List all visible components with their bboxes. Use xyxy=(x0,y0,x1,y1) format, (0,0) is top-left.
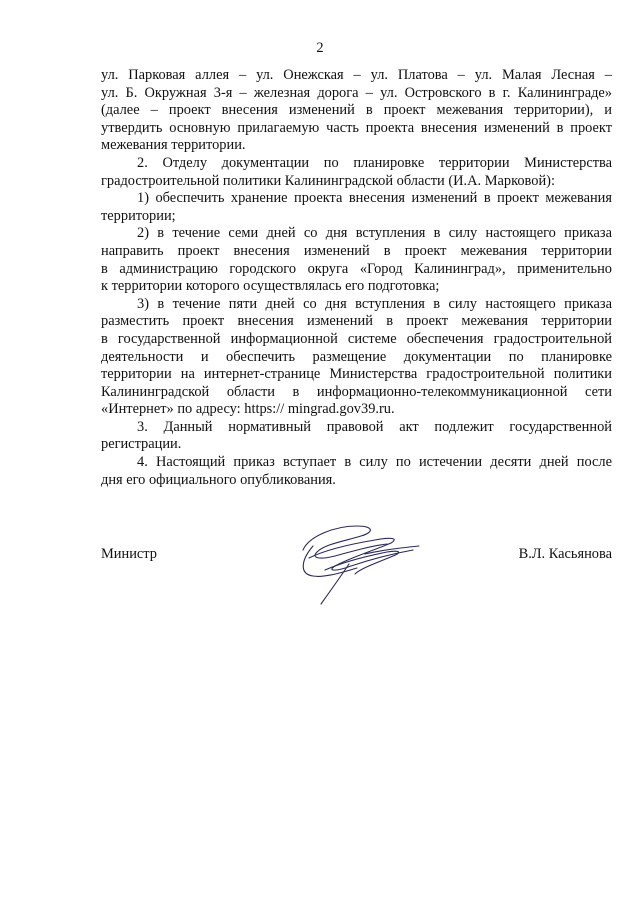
text-line: утвердить основную прилагаемую часть проекта внесения изменений в проект xyxy=(101,119,612,136)
text-line: 2) в течение семи дней со дня вступления в силу настоящего приказа xyxy=(137,225,612,242)
text-line: дня его официального опубликования. xyxy=(101,471,336,488)
text-line: разместить проект внесения изменений в проект межевания территории xyxy=(101,313,612,330)
text-line: 4. Настоящий приказ вступает в силу по истечении десяти дней после xyxy=(137,454,612,471)
signature-block xyxy=(101,546,612,566)
text-line: Калининградской области в информационно-телекоммуникационной сети xyxy=(101,383,612,400)
text-line: территории на интернет-странице Министерства градостроительной политики xyxy=(101,366,612,383)
text-line: 3) в течение пяти дней со дня вступления в силу настоящего приказа xyxy=(137,295,612,312)
text-line: «Интернет» по адресу: https:// mingrad.gov39.ru. xyxy=(101,401,395,418)
signatory-name: В.Л. Касьянова xyxy=(518,546,612,562)
text-line: (далее – проект внесения изменений в проект межевания территории), и xyxy=(101,102,612,119)
text-line: ул. Парковая аллея – ул. Онежская – ул. Платова – ул. Малая Лесная – xyxy=(101,67,612,83)
text-line: в администрацию городского округа «Город Калининград», применительно xyxy=(101,260,612,277)
text-line: в государственной информационной системе обеспечения градостроительной xyxy=(101,330,612,347)
text-line: 3. Данный нормативный правовой акт подлежит государственной xyxy=(137,418,612,435)
text-line: 2. Отделу документации по планировке территории Министерства xyxy=(137,154,612,171)
text-line: межевания территории. xyxy=(101,137,246,154)
text-line: 1) обеспечить хранение проекта внесения изменений в проект межевания xyxy=(137,190,612,207)
text-line: к территории которого осуществлялась его подготовка; xyxy=(101,278,440,295)
text-line: территории; xyxy=(101,207,176,224)
page-number: 2 xyxy=(316,40,324,56)
text-line: деятельности и обеспечить размещение документации по планировке xyxy=(101,348,612,365)
document-body xyxy=(101,67,612,489)
text-line: ул. Б. Окружная 3-я – железная дорога – ул. Островского в г. Калининграде» xyxy=(101,84,612,101)
text-line: градостроительной политики Калининградской области (И.А. Марковой): xyxy=(101,172,555,189)
signatory-title: Министр xyxy=(101,546,157,562)
text-line: направить проект внесения изменений в проект межевания территории xyxy=(101,242,612,259)
text-line: регистрации. xyxy=(101,436,182,453)
